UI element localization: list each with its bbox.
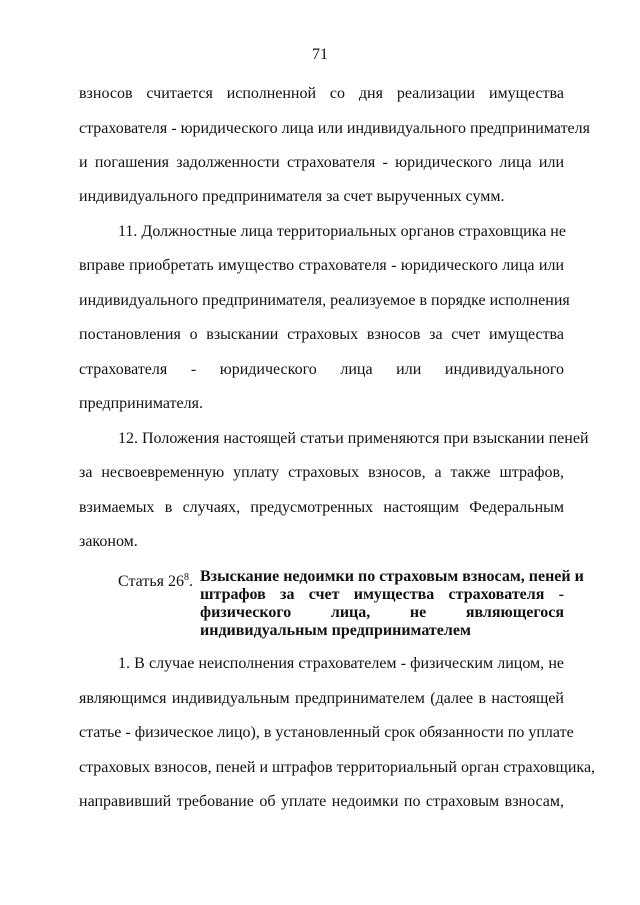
paragraph-11-line: предпринимателя. (79, 395, 203, 412)
paragraph-1-line: являющимся индивидуальным предпринимателем (далее в настоящей (79, 690, 564, 707)
paragraph-1-line: 1. В случае неисполнения страхователем - физическим лицом, не (118, 655, 564, 672)
article-label-superscript: 8 (183, 572, 189, 583)
paragraph-11-line: индивидуального предпринимателя, реализуемое в порядке исполнения (79, 292, 570, 309)
paragraph-12-line: взимаемых в случаях, предусмотренных настоящим Федеральным (79, 499, 564, 516)
article-title-line: индивидуальным предпринимателем (200, 622, 471, 639)
text-line: страхователя - юридического лица или индивидуального предпринимателя (79, 120, 590, 137)
article-label (118, 568, 193, 592)
text-line: и погашения задолженности страхователя - юридического лица или (79, 154, 564, 171)
paragraph-1-line: статье - физическое лицо), в установленный срок обязанности по уплате (79, 724, 574, 741)
article-title-line: Взыскание недоимки по страховым взносам, пеней и (200, 568, 584, 585)
paragraph-12-line: законом. (79, 533, 138, 550)
paragraph-1-line: направивший требование об уплате недоимки по страховым взносам, (79, 793, 564, 810)
paragraph-11-line: 11. Должностные лица территориальных органов страховщика не (118, 223, 566, 240)
paragraph-12-line: 12. Положения настоящей статьи применяются при взыскании пеней (118, 430, 589, 447)
paragraph-11-line: вправе приобретать имущество страхователя - юридического лица или (79, 257, 564, 274)
article-label-dot: . (188, 573, 193, 590)
paragraph-12-line: за несвоевременную уплату страховых взносов, а также штрафов, (79, 464, 564, 481)
paragraph-11-line: постановления о взыскании страховых взносов за счет имущества (79, 326, 564, 343)
page-number: 71 (312, 46, 328, 63)
article-title-line: физического лица, не являющегося (200, 604, 564, 621)
article-label-text: Статья 26 (118, 573, 184, 590)
paragraph-11-line: страхователя - юридического лица или индивидуального (79, 361, 564, 378)
text-line: индивидуального предпринимателя за счет вырученных сумм. (79, 188, 505, 205)
article-title-line: штрафов за счет имущества страхователя - (200, 586, 564, 603)
text-line: взносов считается исполненной со дня реализации имущества (79, 85, 564, 102)
paragraph-1-line: страховых взносов, пеней и штрафов территориальный орган страховщика, (79, 759, 596, 776)
